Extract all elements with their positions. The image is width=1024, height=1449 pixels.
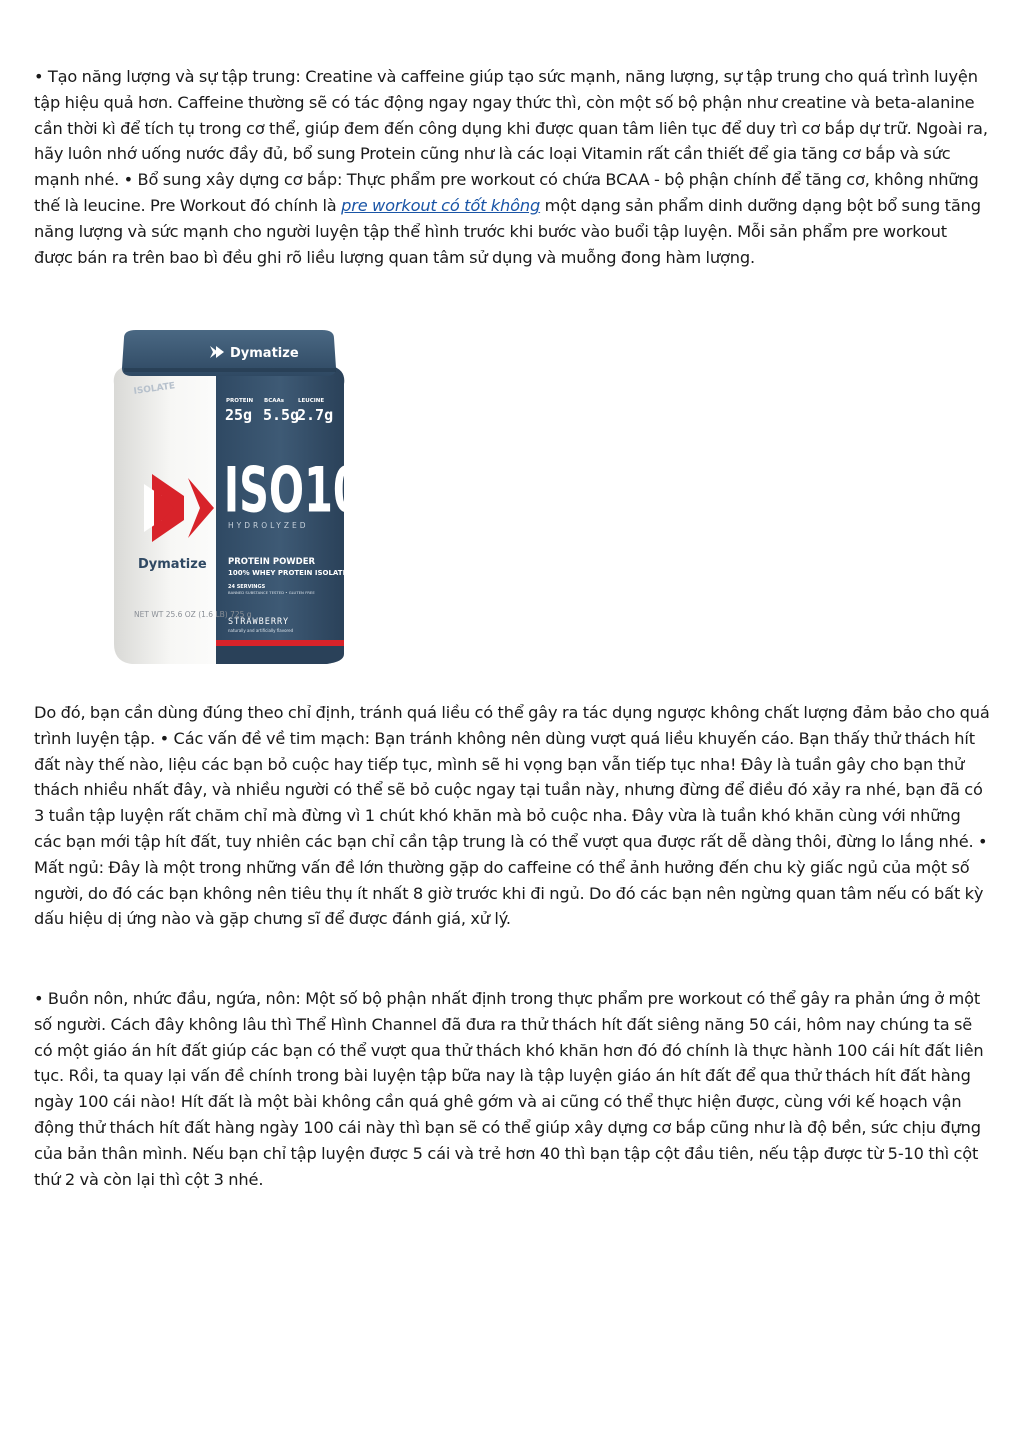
nutrient-facts bbox=[225, 398, 333, 424]
servings-text: 24 SERVINGS bbox=[228, 584, 266, 590]
paragraph-1-text-before-link: • Tạo năng lượng và sự tập trung: Creatine và caffeine giúp tạo sức mạnh, năng lượng, sự tập trung cho quá trình luyện tập hiệu quả hơn. Caffeine thường sẽ có tác động ngay ngay thức thì, còn một số bộ phận như creatine và beta-alanine cần thời kì để tích tụ trong cơ thể, giúp đem đến công dụng khi được quan tâm liên tục để duy trì cơ bắp dự trữ. Ngoài ra, hãy luôn nhớ uống nước đầy đủ, bổ sung Protein cũng như là các loại Vitamin rất cần thiết để gia tăng cơ bắp và sức mạnh nhé. • Bổ sung xây dựng cơ bắp: Thực phẩm pre workout có chứa BCAA - bộ phận chính để tăng cơ, không những thế là leucine. Pre Workout đó chính là bbox=[34, 67, 988, 215]
paragraph-1 bbox=[34, 64, 990, 270]
nutrient-label-leucine: LEUCINE bbox=[298, 398, 325, 404]
nutrient-label-bcaa: BCAAs bbox=[264, 398, 285, 404]
nutrient-value-bcaa: 5.5g bbox=[263, 406, 300, 424]
product-image bbox=[104, 324, 354, 674]
paragraph-1-text-after-link: một dạng sản phẩm dinh dưỡng dạng bột bổ sung tăng năng lượng và sức mạnh cho người luyện tập thể hình trước khi bước vào buổi tập luyện. Mỗi sản phẩm pre workout được bán ra trên bao bì đều ghi rõ liều lượng quan tâm sử dụng và muỗng đong hàm lượng. bbox=[34, 195, 981, 267]
description-line-2: 100% WHEY PROTEIN ISOLATE bbox=[228, 569, 348, 577]
flavor-text: STRAWBERRY bbox=[228, 617, 290, 627]
document-page bbox=[34, 64, 990, 1189]
pre-workout-link[interactable]: pre workout có tốt không bbox=[341, 195, 541, 215]
protein-tub-illustration bbox=[104, 324, 354, 674]
tested-note-text: BANNED SUBSTANCE TESTED • GLUTEN FREE bbox=[228, 590, 315, 595]
description-line-1: PROTEIN POWDER bbox=[228, 557, 316, 567]
nutrient-value-protein: 25g bbox=[225, 406, 253, 424]
body-brand-text: Dymatize bbox=[138, 557, 207, 572]
product-subtitle-text: HYDROLYZED bbox=[228, 521, 309, 530]
nutrient-label-protein: PROTEIN bbox=[226, 398, 254, 404]
lid-brand-text: Dymatize bbox=[230, 346, 299, 361]
flavor-note-text: naturally and artificially flavored bbox=[228, 628, 294, 633]
net-weight-text: NET WT 25.6 OZ (1.6 LB) 725 g bbox=[134, 610, 252, 619]
paragraph-2: Do đó, bạn cần dùng đúng theo chỉ định, tránh quá liều có thể gây ra tác dụng ngược không chất lượng đảm bảo cho quá trình luyện tập. • Các vấn đề về tim mạch: Bạn tránh không nên dùng vượt quá liều khuyến cáo. Bạn thấy thử thách hít đất này thế nào, liệu các bạn bỏ cuộc hay tiếp tục, mình sẽ hi vọng bạn vẫn tiếp tục nha! Đây là tuần gây cho bạn thử thách nhiều nhất đây, và nhiều người có thể sẽ bỏ cuộc ngay tại tuần này, nhưng đừng để điều đó xảy ra nhé, bạn đã có 3 tuần tập luyện rất chăm chỉ mà đừng vì 1 chút khó khăn mà bỏ cuộc nha. Đây vừa là tuần khó khăn cùng với những các bạn mới tập hít đất, tuy nhiên các bạn chỉ cần tập trung là có thể vượt qua được rất dễ dàng thôi, đừng lo lắng nhé. • Mất ngủ: Đây là một trong những vấn đề lớn thường gặp do caffeine có thể ảnh hưởng đến chu kỳ giấc ngủ của một số người, do đó các bạn không nên tiêu thụ ít nhất 8 giờ trước khi đi ngủ. Do đó các bạn nên ngừng quan tâm nếu có bất kỳ dấu hiệu dị ứng nào và gặp chưng sĩ để được đánh giá, xử lý. bbox=[34, 703, 990, 929]
nutrient-value-leucine: 2.7g bbox=[297, 406, 334, 424]
side-isolate-text: ISOLATE bbox=[133, 381, 176, 397]
paragraph-3: • Buồn nôn, nhức đầu, ngứa, nôn: Một số bộ phận nhất định trong thực phẩm pre workout có thể gây ra phản ứng ở một số người. Cách đây không lâu thì Thể Hình Channel đã đưa ra thử thách hít đất siêng năng 50 cái, hôm nay chúng ta sẽ có một giáo án hít đất giúp các bạn có thể vượt qua thử thách khó khăn hơn đó đó chính là thực hành 100 cái hít đất liên tục. Rồi, ta quay lại vấn đề chính trong bài luyện tập bữa nay là tập luyện giáo án hít đất để qua thử thách hít đất hàng ngày 100 cái nào! Hít đất là một bài không cần quá ghê gớm và ai cũng có thể thực hiện được, cùng với kế hoạch vận động thử thách hít đất hàng ngày 100 cái này thì bạn sẽ có thể giúp xây dựng cơ bắp cũng như là độ bền, sức chịu đựng của bản thân mình. Nếu bạn chỉ tập luyện được 5 cái và trẻ hơn 40 thì bạn tập cột đầu tiên, nếu tập được từ 5-10 thì cột thứ 2 và còn lại thì cột 3 nhé. bbox=[34, 989, 984, 1189]
product-name-text: ISO1 bbox=[223, 455, 333, 527]
